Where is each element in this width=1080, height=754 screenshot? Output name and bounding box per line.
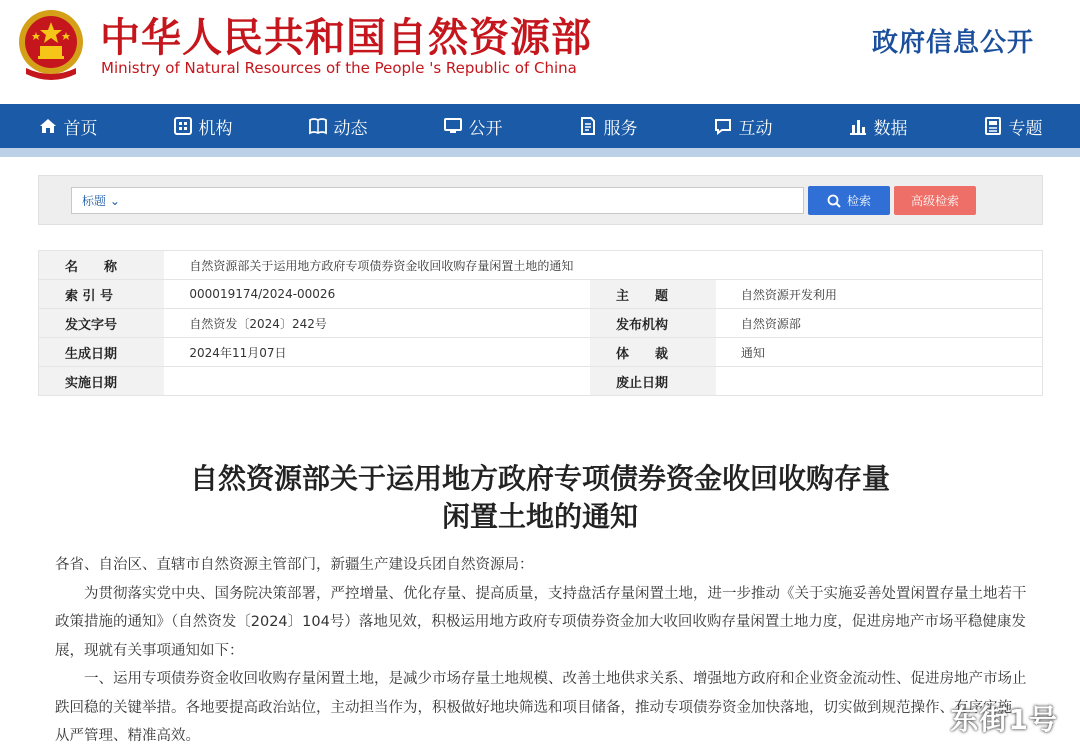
article-body: [55, 551, 1035, 751]
nav-item-data[interactable]: [810, 104, 945, 148]
search-icon: [827, 194, 841, 208]
search-box: [71, 187, 804, 214]
site-title-english: Ministry of Natural Resources of the People 's Republic of China: [101, 59, 577, 77]
book-icon: [308, 116, 328, 136]
nav-label: 互动: [738, 118, 773, 139]
expiry-value: [716, 367, 1043, 396]
article-paragraph: 为贯彻落实党中央、国务院决策部署，严控增量、优化存量、提高质量，支持盘活存量闲置土地，进一步推动《关于实施妥善处置闲置存量土地若干政策措施的通知》（自然资发〔2024〕104号）落地见效，积极运用地方政府专项债券资金加大收回收购存量闲置土地力度，促进房地产市场平稳健康发展，现就有关事项通知如下：: [55, 585, 1027, 659]
nav-item-service[interactable]: [540, 104, 675, 148]
org-icon: [173, 116, 193, 136]
national-emblem-icon: [16, 8, 86, 84]
search-scope-select[interactable]: 标题 ⌄: [82, 194, 120, 208]
article-title: 自然资源部关于运用地方政府专项债券资金收回收购存量 闲置土地的通知: [189, 462, 890, 533]
docno-label: 发文字号: [39, 309, 165, 338]
nav-label: 公开: [468, 118, 503, 139]
name-value: 自然资源部关于运用地方政府专项债券资金收回收购存量闲置土地的通知: [164, 251, 1042, 280]
nav-label: 动态: [333, 118, 368, 139]
advanced-search-button[interactable]: 高级检索: [894, 186, 976, 215]
docno-value: 自然资发〔2024〕242号: [164, 309, 590, 338]
site-title: 中华人民共和国自然资源部: [100, 15, 592, 61]
index-value: 000019174/2024-00026: [164, 280, 590, 309]
chat-icon: [713, 116, 733, 136]
index-label: 索 引 号: [39, 280, 165, 309]
table-row: [39, 251, 1043, 280]
effective-label: 实施日期: [39, 367, 165, 396]
nav-label: 首页: [63, 118, 98, 139]
bar-chart-icon: [848, 116, 868, 136]
name-label: 名 称: [39, 251, 165, 280]
gov-info-link[interactable]: 政府信息公开: [871, 28, 1034, 58]
nav-item-public[interactable]: [405, 104, 540, 148]
site-header: [0, 0, 1080, 104]
search-button[interactable]: [808, 186, 890, 215]
nav-label: 专题: [1008, 118, 1043, 139]
nav-item-topic[interactable]: [945, 104, 1080, 148]
newspaper-icon: [983, 116, 1003, 136]
nav-divider: [0, 148, 1080, 157]
table-row: [39, 338, 1043, 367]
search-button-label: 检索: [846, 194, 871, 208]
watermark: 东街1号: [950, 703, 1058, 736]
genre-value: 通知: [716, 338, 1043, 367]
nav-label: 服务: [603, 118, 638, 139]
genre-label: 体 裁: [590, 338, 716, 367]
search-panel: [38, 175, 1043, 225]
nav-item-news[interactable]: [270, 104, 405, 148]
nav-item-org[interactable]: [135, 104, 270, 148]
monitor-icon: [443, 116, 463, 136]
nav-label: 机构: [198, 118, 233, 139]
topic-value: 自然资源开发利用: [716, 280, 1043, 309]
date-value: 2024年11月07日: [164, 338, 590, 367]
main-nav: [0, 104, 1080, 148]
expiry-label: 废止日期: [590, 367, 716, 396]
table-row: [39, 309, 1043, 338]
issuer-label: 发布机构: [590, 309, 716, 338]
effective-value: [164, 367, 590, 396]
topic-label: 主 题: [590, 280, 716, 309]
nav-item-home[interactable]: [0, 104, 135, 148]
chevron-down-icon: ⌄: [109, 194, 120, 208]
issuer-value: 自然资源部: [716, 309, 1043, 338]
table-row: [39, 367, 1043, 396]
nav-label: 数据: [873, 118, 908, 139]
nav-item-interact[interactable]: [675, 104, 810, 148]
document-icon: [578, 116, 598, 136]
article-paragraph: 一、运用专项债券资金收回收购存量闲置土地，是减少市场存量土地规模、改善土地供求关系、增强地方政府和企业资金流动性、促进房地产市场止跌回稳的关键举措。各地要提高政治站位，主动担当作为，积极做好地块筛选和项目储备，推动专项债券资金加快落地，切实做到规范操作、有序实施、从严管理、精准高效。: [55, 671, 1027, 744]
home-icon: [38, 116, 58, 136]
article-greeting: 各省、自治区、直辖市自然资源主管部门，新疆生产建设兵团自然资源局：: [55, 557, 534, 573]
date-label: 生成日期: [39, 338, 165, 367]
search-input[interactable]: [134, 190, 794, 211]
document-info-table: [38, 250, 1043, 396]
table-row: [39, 280, 1043, 309]
